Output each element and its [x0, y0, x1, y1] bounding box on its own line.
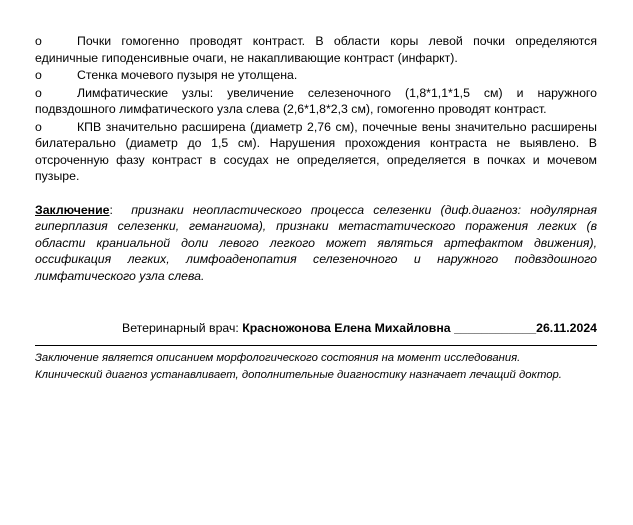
finding-item-bladder: [35, 67, 597, 84]
finding-item-lymph-nodes: [35, 85, 597, 118]
signature-line: [35, 320, 597, 337]
finding-text: Лимфатические узлы: увеличение селезеночного (1,8*1,1*1,5 см) и наружного подвздошного лимфатического узла слева (2,6*1,8*2,3 см), гомогенно проводят контраст.: [35, 85, 597, 116]
signature-role: Ветеринарный врач:: [122, 321, 239, 335]
finding-item-vessels: [35, 119, 597, 185]
signature-name: Красножонова Елена Михайловна: [242, 321, 451, 335]
finding-item-kidneys: [35, 33, 597, 66]
finding-text: Почки гомогенно проводят контраст. В области коры левой почки определяются единичные гиподенсивные очаги, не накапливающие контраст (инфаркт).: [35, 34, 597, 65]
bullet: o: [35, 68, 42, 82]
divider: [35, 337, 597, 346]
conclusion-separator: :: [109, 202, 113, 217]
conclusion-text: признаки неопластического процесса селезенки (диф.диагноз: нодулярная гиперплазия селезенки, гемангиома), признаки метастатического поражения легких (в области краниальной доли левого легкого может являться артефактом движения), оссификация легких, лимфоаденопатия селезеночного и наружного подвздошного лимфатического узла слева.: [35, 202, 597, 283]
conclusion-paragraph: [35, 202, 597, 285]
conclusion-label: Заключение: [35, 202, 110, 217]
disclaimer-text: Заключение является описанием морфологического состояния на момент исследования. Клинический диагноз устанавливает, дополнительные диагностику назначает лечащий доктор.: [35, 351, 562, 381]
bullet: o: [35, 85, 42, 100]
bullet: o: [35, 119, 42, 134]
report-page: [35, 33, 597, 384]
finding-text: Стенка мочевого пузыря не утолщена.: [77, 68, 298, 82]
finding-text: КПВ значительно расширена (диаметр 2,76 см), почечные вены значительно расширены билатерально (диаметр до 1,5 см). Нарушения прохождения контраста не выявлено. В отсроченную фазу контраст в сосудах не определяется, определяется в почках и мочевом пузыре.: [35, 119, 597, 183]
signature-date: ____________26.11.2024: [454, 321, 597, 335]
bullet: o: [35, 34, 42, 48]
